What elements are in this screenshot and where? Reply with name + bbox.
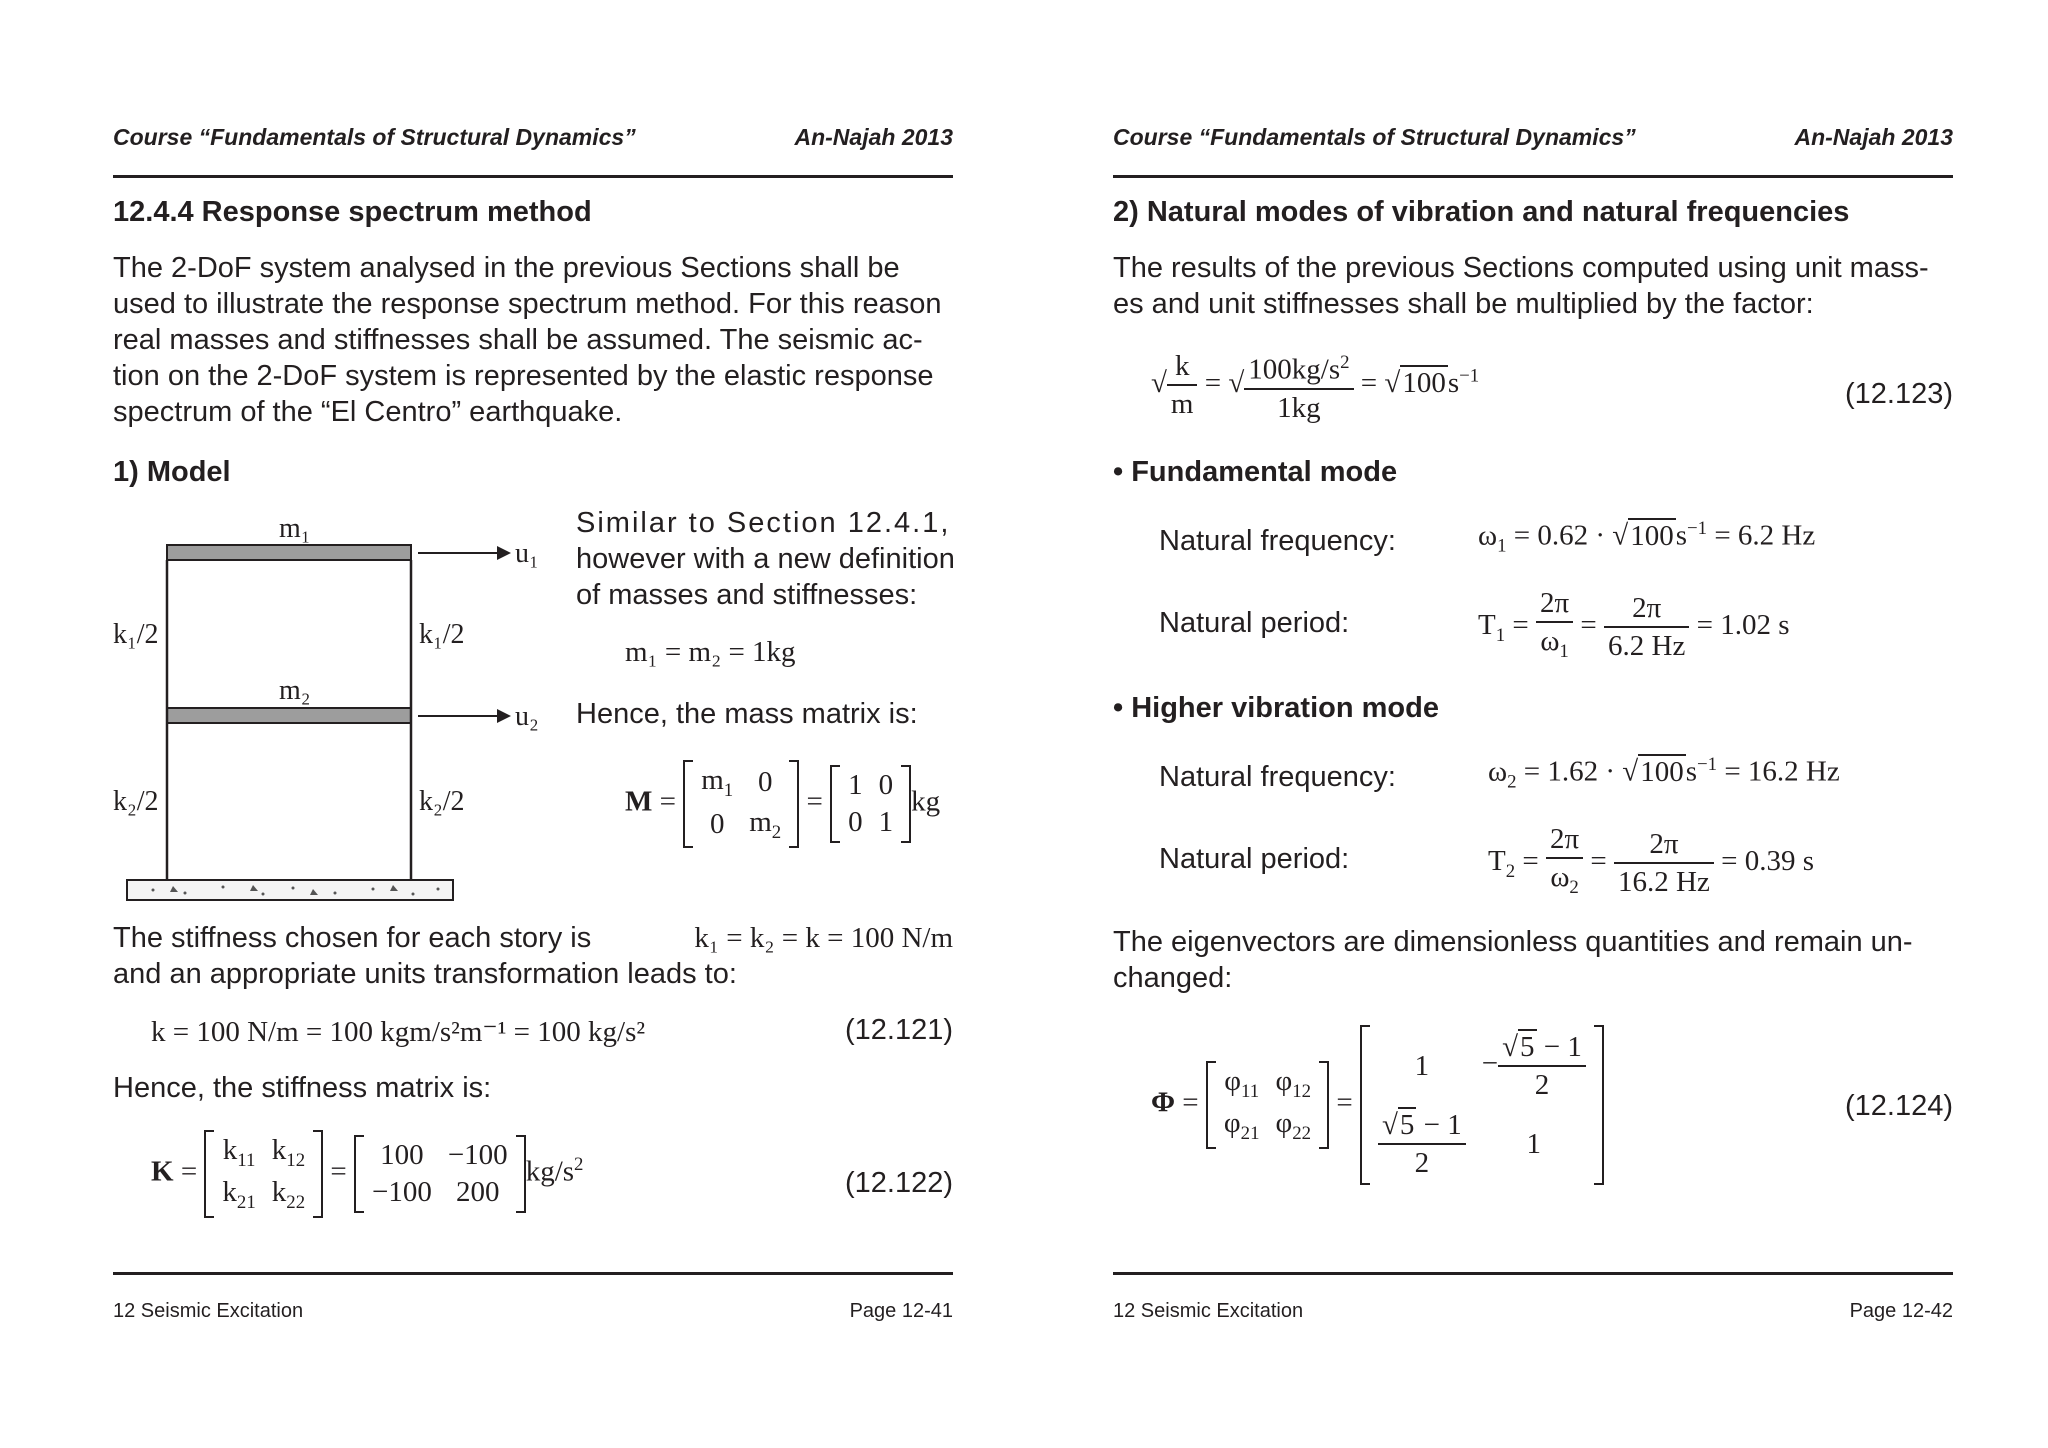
page-header [1113,124,1953,151]
equation-number: (12.123) [1844,378,1953,410]
eigenvector-matrix-equation: Φ = $\varphi_{11}$ $\varphi_{12}$ $\varphi_{21}$ $\varphi_{22}$ = 1 − $\frac{√5 - 1}{2}$ $\frac{√5 - 1}{2}$ 1 [1151,1025,1604,1185]
result: = 0.39 s [1721,845,1814,878]
header-course-title: Course “Fundamentals of Structural Dynamics” [1113,124,1636,150]
mode2-period-equation: $T_2$ = $\frac{2\pi}{\omega_2}$ = $\frac{2\pi}{16.2 Hz}$ = 0.39 s [1488,821,1814,906]
fraction: $\frac{2\pi}{\omega_2}$ [1546,821,1583,906]
stiffness-numeric-matrix: 100 −100 −100 200 [354,1135,526,1213]
header-org: An-Najah 2013 [794,124,953,150]
text-line: however with a new definition [576,543,955,575]
equation-number: (12.121) [844,1014,953,1046]
mass-numeric-matrix: 1 0 0 1 [830,765,911,843]
header-org: An-Najah 2013 [1794,124,1953,150]
header-course-title: Course “Fundamentals of Structural Dynamics” [113,124,636,150]
text-line: tion on the 2-DoF system is represented by the elastic response [113,360,934,392]
stiffness-matrix-intro: Hence, the stiffness matrix is: [113,1072,492,1104]
higher-mode-heading: • Higher vibration mode [1113,692,1439,724]
k2-right-label: k₂/2 [419,786,465,817]
result: = 1.02 s [1696,609,1790,642]
floor-slab-2 [167,708,411,723]
text-line: spectrum of the “El Centro” earthquake. [113,396,623,428]
result: = 6.2 Hz [1714,519,1816,552]
fundamental-mode-heading: • Fundamental mode [1113,456,1398,488]
two-story-frame-diagram [113,505,573,905]
result: = 16.2 Hz [1724,755,1840,788]
footer-chapter: 12 Seismic Excitation [1113,1300,1304,1322]
left-page [113,0,953,1448]
fraction: $\frac{2\pi}{6.2 Hz}$ [1604,590,1689,664]
header-rule [113,175,953,178]
text-line: changed: [1113,962,1233,994]
text-line: The results of the previous Sections computed using unit mass- [1113,252,1929,284]
footer-chapter: 12 Seismic Excitation [113,1300,304,1322]
mass-symbolic-matrix: $m_1$ 0 0 $m_2$ [683,760,799,848]
coef: 1.62 [1547,755,1599,788]
k1-right-label: k₁/2 [419,619,465,650]
equation-12-121: k = 100 N/m = 100 kgm/s²m⁻¹ = 100 kg/s² [151,1016,646,1048]
floor-slab-1 [167,545,411,560]
eigenvector-paragraph [1113,924,1953,996]
phi-symbolic-matrix: $\varphi_{11}$ $\varphi_{12}$ $\varphi_{21}$ $\varphi_{22}$ [1206,1061,1329,1149]
intro-paragraph [113,250,953,430]
fraction: $\frac{k}{m}$ [1167,348,1198,422]
mode1-period-equation: $T_1$ = $\frac{2\pi}{\omega_1}$ = $\frac{2\pi}{6.2 Hz}$ = 1.02 s [1478,585,1789,670]
text-line: Similar to Section 12.4.1, [576,507,951,539]
footer-rule [113,1272,953,1275]
footer-page-number: Page 12-42 [1849,1300,1953,1322]
right-page [1113,0,1953,1448]
mode2-frequency-equation: $\omega_2 = 1.62 \cdot √100s^{-1} = 16.2$ Hz [1488,754,1840,793]
footer-rule [1113,1272,1953,1275]
header-rule [1113,175,1953,178]
k2-left-label: k₂/2 [113,786,159,817]
mode2-period-label: Natural period: [1159,843,1350,875]
coef: 0.62 [1537,519,1589,552]
equation-number: (12.124) [1844,1090,1953,1122]
u1-label: u₁ [515,538,539,569]
m2-label: m₂ [279,675,311,706]
phi-numeric-matrix: 1 − $\frac{√5 - 1}{2}$ $\frac{√5 - 1}{2}$ 1 [1360,1025,1604,1185]
mode1-frequency-label: Natural frequency: [1159,525,1396,557]
m1-label: m₁ [279,513,311,544]
mode1-frequency-equation: $\omega_1 = 0.62 \cdot √100s^{-1} = 6.2$ Hz [1478,518,1816,557]
text-line: used to illustrate the response spectrum method. For this reason [113,288,942,320]
page-footer [113,1300,953,1323]
fraction: $\frac{2\pi}{\omega_1}$ [1536,585,1573,670]
scale-factor-equation: √ $\frac{k}{m}$ = √ $\frac{100kg/s^2}{1kg}$ = $√100s^{-1}$ [1151,345,1479,426]
page-footer [1113,1300,1953,1323]
mode1-period-label: Natural period: [1159,607,1350,639]
stiffness-value: k₁ = k₂ = k = 100 N/m [694,922,953,954]
text-line: real masses and stiffnesses shall be assumed. The seismic ac- [113,324,923,356]
text-line: and an appropriate units transformation leads to: [113,958,737,990]
equation-number: (12.122) [844,1167,953,1199]
footer-page-number: Page 12-41 [849,1300,953,1322]
mode2-frequency-label: Natural frequency: [1159,761,1396,793]
text-line: of masses and stiffnesses: [576,579,918,611]
text-line: es and unit stiffnesses shall be multiplied by the factor: [1113,288,1814,320]
stiffness-symbolic-matrix: $k_{11}$ $k_{12}$ $k_{21}$ $k_{22}$ [204,1130,323,1218]
fraction: $\frac{100kg/s^2}{1kg}$ [1244,345,1353,426]
mass-matrix-intro: Hence, the mass matrix is: [576,698,918,730]
page-header [113,124,953,151]
text-line: The eigenvectors are dimensionless quantities and remain un- [1113,926,1913,958]
mass-equation: m₁ = m₂ = 1kg [625,636,796,668]
mass-matrix-equation: M = $m_1$ 0 0 $m_2$ = 1 0 0 1 kg [625,760,940,848]
section-heading: 12.4.4 Response spectrum method [113,196,592,228]
k1-left-label: k₁/2 [113,619,159,650]
model-description [576,505,955,613]
model-heading: 1) Model [113,456,231,488]
u2-label: u₂ [515,701,539,732]
text-line: The stiffness chosen for each story is [113,922,592,954]
section-heading: 2) Natural modes of vibration and natural frequencies [1113,196,1850,228]
fraction: $\frac{2\pi}{16.2 Hz}$ [1614,826,1714,900]
stiffness-paragraph [113,920,953,992]
stiffness-matrix-equation: K = $k_{11}$ $k_{12}$ $k_{21}$ $k_{22}$ = 100 −100 −100 200 $kg/s^2$ [151,1130,583,1218]
intro-paragraph [1113,250,1953,322]
text-line: The 2-DoF system analysed in the previous Sections shall be [113,252,900,284]
